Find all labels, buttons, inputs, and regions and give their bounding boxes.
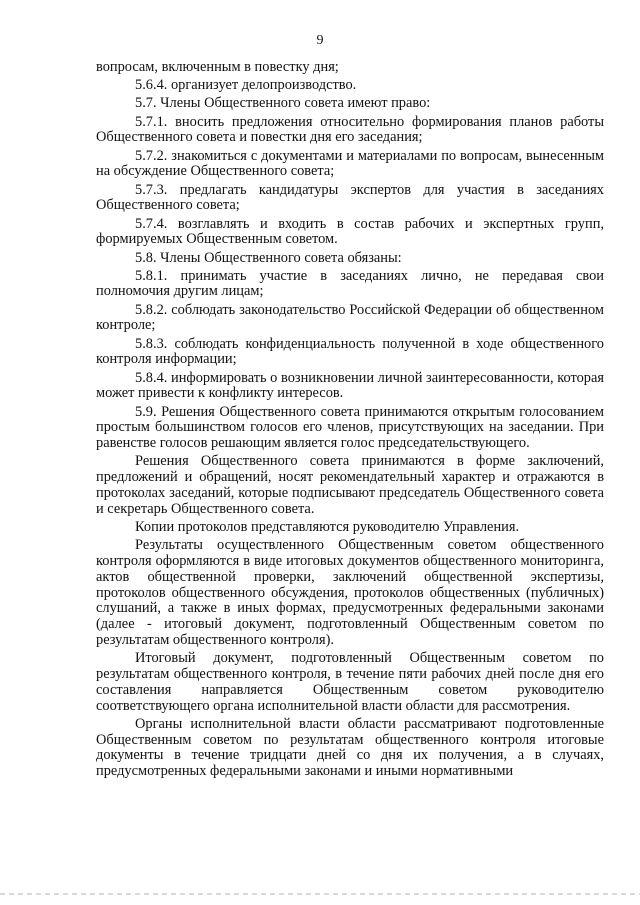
paragraph: Решения Общественного совета принимаются в форме заключений, предложений и обращений, носят рекомендательный характер и отражаются в протоколах заседаний, которые подписывают председатель Общественного совета и секретарь Общественного совета. <box>96 453 604 517</box>
document-body <box>96 60 604 782</box>
paragraph: 5.8. Члены Общественного совета обязаны: <box>135 249 402 266</box>
paragraph: 5.7.4. возглавлять и входить в состав рабочих и экспертных групп, формируемых Общественным советом. <box>96 215 604 248</box>
paragraph: 5.7.3. предлагать кандидатуры экспертов для участия в заседаниях Общественного совета; <box>96 181 604 214</box>
paragraph: 5.7. Члены Общественного совета имеют право: <box>135 95 431 112</box>
paragraph: 5.7.2. знакомиться с документами и материалами по вопросам, вынесенным на обсуждение Общественного совета; <box>96 147 604 180</box>
paragraph: 5.8.3. соблюдать конфиденциальность полученной в ходе общественного контроля информации; <box>96 335 604 368</box>
paragraph: 5.7.1. вносить предложения относительно формирования планов работы Общественного совета и повестки дня его заседания; <box>96 113 604 146</box>
page-number: 9 <box>316 33 324 48</box>
paragraph: 5.8.2. соблюдать законодательство Российской Федерации об общественном контроле; <box>96 301 604 334</box>
paragraph: 5.8.1. принимать участие в заседаниях лично, не передавая свои полномочия другим лицам; <box>96 267 604 300</box>
paragraph: вопросам, включенным в повестку дня; <box>96 59 339 75</box>
paragraph: Копии протоколов представляются руководителю Управления. <box>135 518 520 535</box>
paragraph: Органы исполнительной власти области рассматривают подготовленные Общественным советом по результатам общественного контроля итоговые документы в течение тридцати дней со дня их получения, а в случаях, предусмотренных федеральными законами и иными нормативными <box>96 715 604 780</box>
paragraph: Итоговый документ, подготовленный Общественным советом по результатам общественного контроля, в течение пяти рабочих дней после дня его составления направляется Общественным советом руководителю соответствующего органа исполнительной власти области для рассмотрения. <box>96 650 604 714</box>
paragraph: 5.9. Решения Общественного совета принимаются открытым голосованием простым большинством голосов его членов, присутствующих на заседании. При равенстве голосов решающим является голос председательствующего. <box>96 403 604 452</box>
paragraph: Результаты осуществленного Общественным советом общественного контроля оформляются в виде итоговых документов общественного мониторинга, актов общественной проверки, заключений общественной экспертизы, протоколов общественного обсуждения, протоколов общественных (публичных) слушаний, а также в иных формах, предусмотренных федеральными законами (далее - итоговый документ, подготовленный Общественным советом по результатам общественного контроля). <box>96 537 604 648</box>
paragraph: 5.6.4. организует делопроизводство. <box>135 77 357 94</box>
scan-edge-artifact <box>0 893 640 895</box>
paragraph: 5.8.4. информировать о возникновении личной заинтересованности, которая может привести к конфликту интересов. <box>96 369 604 402</box>
